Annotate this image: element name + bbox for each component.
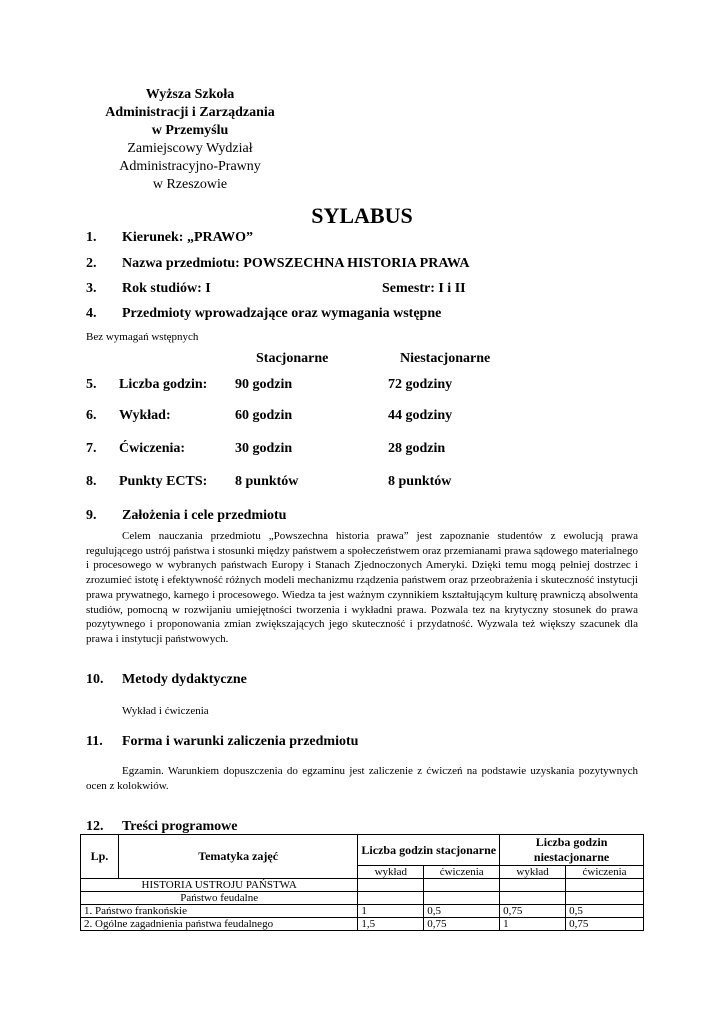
faculty-line2: Administracyjno-Prawny [119,159,261,174]
extramural-value: 44 godziny [388,408,453,423]
section-number: 9. [86,508,97,523]
value-cell: 0,75 [566,918,644,931]
section-number: 7. [86,441,97,456]
section-number: 2. [86,256,97,271]
section-number: 3. [86,281,97,296]
value-cell: 0,5 [424,905,500,918]
section-heading: Metody dydaktyczne [122,672,247,687]
value-cell: 0,75 [424,918,500,931]
methods-text: Wykład i ćwiczenia [122,705,209,717]
header-topic: Tematyka zajęć [118,835,357,879]
hours-label: Liczba godzin: [119,377,208,392]
section-heading: Przedmioty wprowadzające oraz wymagania wstępne [122,306,442,321]
section-heading: Nazwa przedmiotu: POWSZECHNA HISTORIA PRAWA [122,256,470,271]
value-cell: 0,5 [566,905,644,918]
value-cell: 1,5 [358,918,424,931]
section-heading: Treści programowe [122,819,238,834]
section-number: 1. [86,230,97,245]
stationary-header: Stacjonarne [256,351,329,366]
table-row [81,918,644,931]
school-name-line3: w Przemyślu [151,123,229,138]
stationary-value: 30 godzin [235,441,293,456]
subheader-exercises: ćwiczenia [424,866,500,879]
subheader-exercises: ćwiczenia [566,866,644,879]
group-title: HISTORIA USTROJU PAŃSTWA [81,879,358,892]
school-header [80,86,300,194]
section-heading: Forma i warunki zaliczenia przedmiotu [122,734,359,749]
page-title: SYLABUS [311,203,413,228]
prerequisites-text: Bez wymagań wstępnych [86,331,199,343]
section-number: 12. [86,819,104,834]
stationary-value: 90 godzin [235,377,293,392]
section-heading: Rok studiów: I [122,281,211,296]
objectives-paragraph: Celem nauczania przedmiotu „Powszechna historia prawa” jest zapoznanie studentów z ewolucją prawa regulującego ustrój państwa i stosunki między państwem a społeczeństwem oraz przemianami prawa sądowego materialnego i procesowego w wybranych państwach Europy i Stanach Zjednoczonych Ameryki. Dzięki temu mogą pełniej dostrzec i zrozumieć istotę i efektywność różnych modeli mechanizmu rządzenia państwem oraz przeobrażenia i skuteczność instytucji prawa prywatnego, karnego i procesowego. Wiedza ta jest ważnym czynnikiem kształtującym kulturę prawniczą absolwenta studiów, pomocną w rozwijaniu umiejętności tworzenia i wykładni prawa. Pozwala tez na krytyczny stosunek do prawa pozytywnego i proponowania zmian zwiększających jego skuteczność i przydatność. Wyzwala też większy szacunek dla prawa i instytucji państwowych. [86,530,638,645]
table-row [81,879,644,892]
extramural-value: 28 godzin [388,441,446,456]
section-number: 11. [86,734,103,749]
ects-label: Punkty ECTS: [119,474,208,489]
school-name-line2: Administracji i Zarządzania [105,105,275,120]
header-lp: Lp. [81,835,119,879]
school-name-line1: Wyższa Szkoła [145,87,235,102]
faculty-line3: w Rzeszowie [152,177,228,192]
table-row [81,905,644,918]
subheader-lecture: wykład [358,866,424,879]
section-heading: Założenia i cele przedmiotu [122,508,287,523]
topic-cell: 1. Państwo frankońskie [81,905,358,918]
lecture-label: Wykład: [119,408,171,423]
value-cell: 0,75 [500,905,566,918]
extramural-value: 72 godziny [388,377,453,392]
subheader-lecture: wykład [500,866,566,879]
program-table [80,834,644,931]
extramural-value: 8 punktów [388,474,452,489]
semester-label: Semestr: I i II [382,281,466,296]
topic-cell: 2. Ogólne zagadnienia państwa feudalnego [81,918,358,931]
table-row [81,892,644,905]
value-cell: 1 [500,918,566,931]
subgroup-title: Państwo feudalne [81,892,358,905]
faculty-line1: Zamiejscowy Wydział [127,141,253,156]
exercises-label: Ćwiczenia: [119,441,186,456]
stationary-value: 60 godzin [235,408,293,423]
section-number: 4. [86,306,97,321]
section-number: 10. [86,672,104,687]
header-stationary: Liczba godzin stacjonarne [358,835,500,866]
section-heading: Kierunek: „PRAWO” [122,230,254,245]
stationary-value: 8 punktów [235,474,299,489]
section-number: 5. [86,377,97,392]
assessment-paragraph: Egzamin. Warunkiem dopuszczenia do egzaminu jest zaliczenie z ćwiczeń na podstawie uzyskania pozytywnych ocen z kolokwiów. [86,765,638,792]
value-cell: 1 [358,905,424,918]
header-extramural: Liczba godzin niestacjonarne [500,835,644,866]
extramural-header: Niestacjonarne [400,351,491,366]
section-number: 8. [86,474,97,489]
section-number: 6. [86,408,97,423]
